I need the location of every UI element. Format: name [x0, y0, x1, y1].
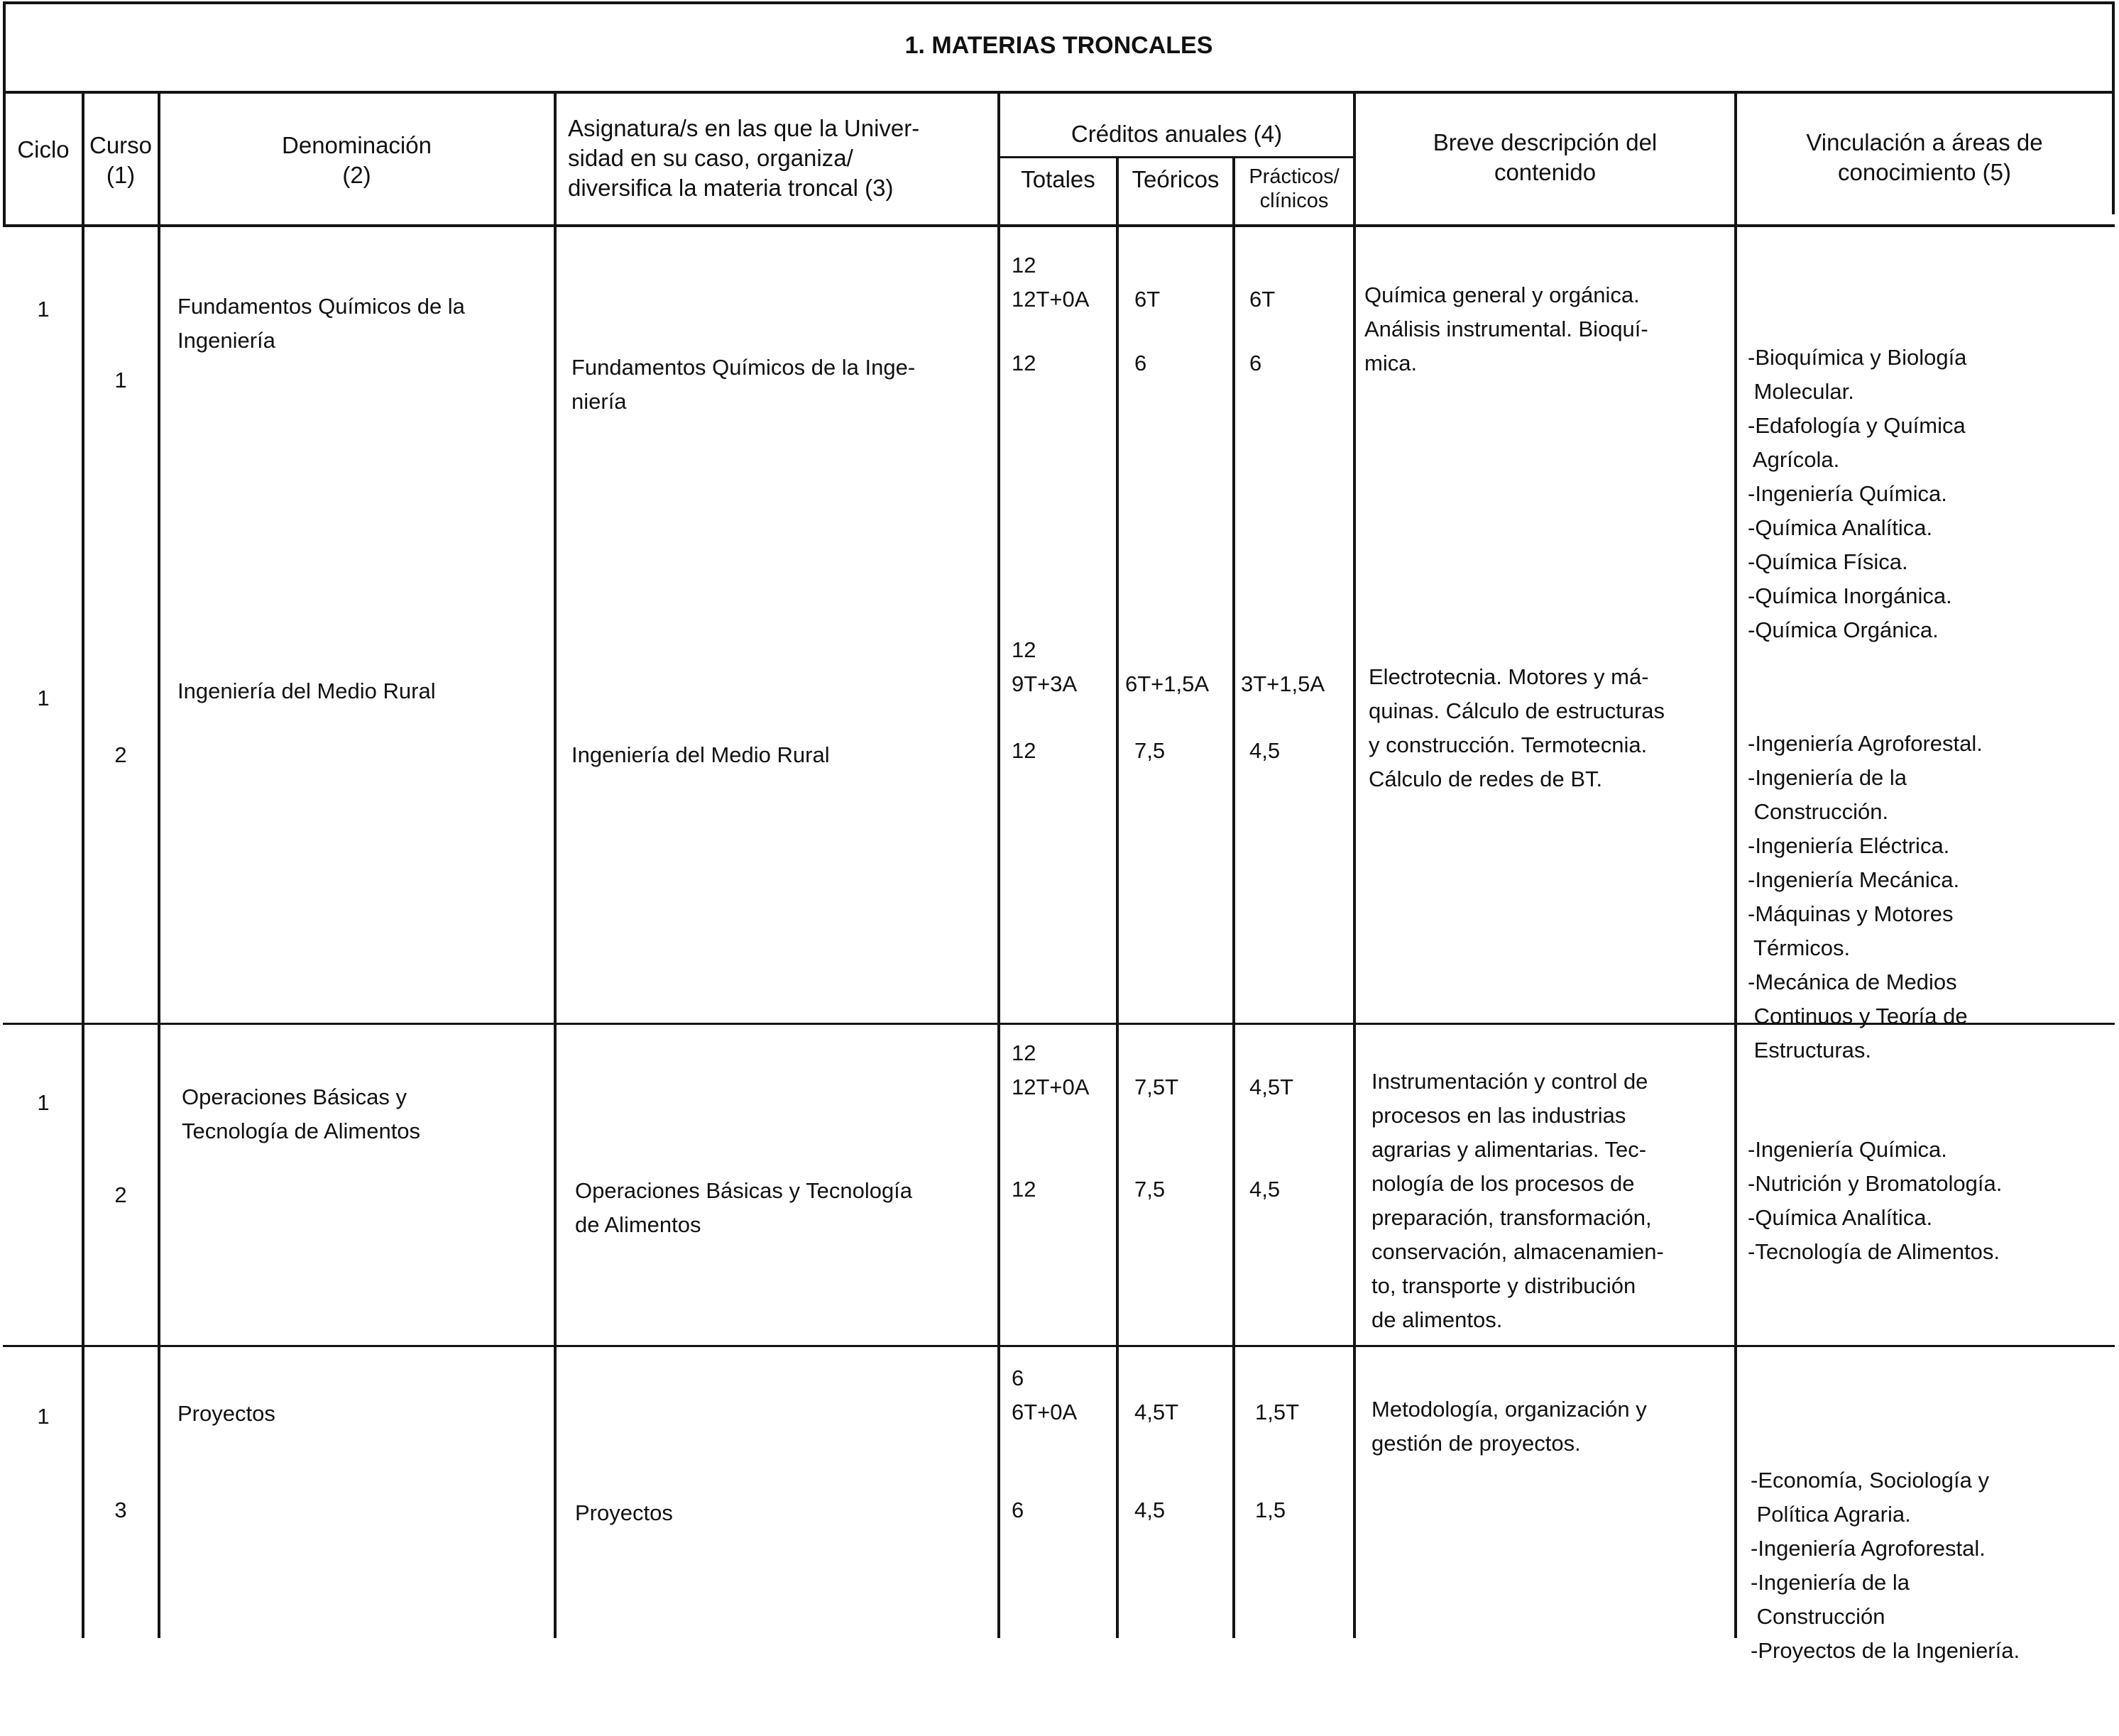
row1-asignatura: Fundamentos Químicos de la Inge- niería — [571, 355, 916, 414]
row2-practicos-asignatura: 4,5 — [1249, 738, 1281, 763]
row3-ciclo: 1 — [37, 1090, 50, 1115]
row2-curso: 2 — [114, 742, 127, 767]
row3-teoricos-asignatura: 7,5 — [1134, 1177, 1166, 1202]
header-denominacion: Denominación (2) — [282, 132, 432, 188]
row1-curso: 1 — [114, 368, 127, 392]
row2-asignatura: Ingeniería del Medio Rural — [571, 742, 830, 767]
header-vinculacion: Vinculación a áreas de conocimiento (5) — [1806, 129, 2043, 185]
row2-denominacion: Ingeniería del Medio Rural — [177, 679, 436, 703]
table-title: 1. MATERIAS TRONCALES — [904, 32, 1213, 59]
header-curso: Curso (1) — [89, 132, 153, 188]
row3-teoricos-materia: 7,5T — [1134, 1075, 1179, 1099]
header-asignaturas: Asignatura/s en las que la Univer- sidad en su caso, organiza/ diversifica la materia troncal (3) — [568, 115, 920, 201]
row4-vinculacion: -Economía, Sociología y Política Agraria. -Ingeniería Agroforestal. -Ingeniería de la Construcción -Proyectos de la Ingeniería. — [1751, 1468, 2020, 1663]
row3-asignatura: Operaciones Básicas y Tecnología de Alimentos — [575, 1178, 913, 1237]
rule-descripcion-vinculacion — [1734, 92, 1737, 1638]
rule-ciclo-curso — [82, 92, 84, 1638]
row3-totales-asignatura: 12 — [1012, 1177, 1036, 1202]
row3-vinculacion: -Ingeniería Química. -Nutrición y Bromatología. -Química Analítica. -Tecnología de Alimentos. — [1748, 1137, 2003, 1264]
rule-asignatura-totales — [997, 92, 1000, 1638]
row2-vinculacion: -Ingeniería Agroforestal. -Ingeniería de la Construcción. -Ingeniería Eléctrica. -Ingeniería Mecánica. -Máquinas y Motores Térmicos. -Mecánica de Medios Continuos y Teoría de Estructuras. — [1748, 731, 1983, 1062]
header-teoricos: Teóricos — [1132, 166, 1220, 192]
header-totales: Totales — [1021, 166, 1095, 192]
row2-teoricos-asignatura: 7,5 — [1134, 738, 1166, 763]
row3-curso: 2 — [114, 1182, 127, 1207]
row2-teoricos-materia: 6T+1,5A — [1125, 671, 1210, 696]
row1-practicos-asignatura: 6 — [1249, 351, 1262, 375]
rule-row-3 — [3, 1345, 2115, 1347]
row2-ciclo: 1 — [37, 686, 50, 710]
row2-totales-asignatura: 12 — [1012, 738, 1036, 763]
row1-teoricos-materia: 6T — [1134, 287, 1161, 312]
header-creditos-anuales: Créditos anuales (4) — [1071, 121, 1283, 147]
row1-teoricos-asignatura: 6 — [1134, 351, 1147, 375]
row1-totales-materia: 12 12T+0A — [1012, 253, 1090, 312]
row1-practicos-materia: 6T — [1249, 287, 1276, 312]
row3-practicos-materia: 4,5T — [1249, 1075, 1294, 1099]
row4-totales-asignatura: 6 — [1012, 1498, 1024, 1522]
row2-totales-materia: 12 9T+3A — [1012, 637, 1078, 696]
row1-ciclo: 1 — [37, 297, 50, 322]
row4-teoricos-asignatura: 4,5 — [1134, 1498, 1166, 1522]
row4-totales-materia: 6 6T+0A — [1012, 1366, 1078, 1424]
row4-descripcion: Metodología, organización y gestión de proyectos. — [1371, 1397, 1647, 1456]
rule-denominacion-asignatura — [554, 92, 557, 1638]
header-descripcion: Breve descripción del contenido — [1433, 129, 1658, 185]
rule-curso-denominacion — [158, 92, 160, 1638]
rule-totales-teoricos — [1116, 158, 1119, 1638]
row4-asignatura: Proyectos — [575, 1500, 673, 1525]
row1-vinculacion: -Bioquímica y Biología Molecular. -Edafología y Química Agrícola. -Ingeniería Química. -Química Analítica. -Química Física. -Química Inorgánica. -Química Orgánica. — [1748, 345, 1967, 642]
rule-under-header — [3, 224, 2115, 227]
header-ciclo: Ciclo — [17, 136, 70, 163]
row3-denominacion: Operaciones Básicas y Tecnología de Alimentos — [182, 1084, 421, 1143]
rule-creditos-descripcion — [1353, 92, 1356, 1638]
row2-descripcion: Electrotecnia. Motores y má- quinas. Cálculo de estructuras y construcción. Termotecnia. Cálculo de redes de BT. — [1369, 664, 1665, 791]
row4-ciclo: 1 — [37, 1404, 50, 1429]
row1-totales-asignatura: 12 — [1012, 351, 1036, 375]
row3-practicos-asignatura: 4,5 — [1249, 1177, 1281, 1202]
row3-totales-materia: 12 12T+0A — [1012, 1040, 1090, 1099]
row4-practicos-materia: 1,5T — [1255, 1400, 1300, 1424]
rule-teoricos-practicos — [1232, 158, 1235, 1638]
header-practicos: Prácticos/ clínicos — [1249, 165, 1340, 212]
rule-creditos-sub — [997, 156, 1355, 158]
row4-practicos-asignatura: 1,5 — [1255, 1498, 1286, 1522]
rule-top — [3, 1, 2115, 4]
row1-denominacion: Fundamentos Químicos de la Ingeniería — [177, 294, 465, 353]
row3-descripcion: Instrumentación y control de procesos en las industrias agrarias y alimentarias. Tec- nología de los procesos de preparación, transformación, conservación, almacenamien- to, transporte y distribución de alimentos. — [1371, 1069, 1664, 1332]
row2-practicos-materia: 3T+1,5A — [1241, 671, 1325, 696]
row1-descripcion: Química general y orgánica. Análisis instrumental. Bioquí- mica. — [1364, 282, 1648, 375]
row4-teoricos-materia: 4,5T — [1134, 1400, 1179, 1424]
rule-under-title — [3, 91, 2115, 94]
row4-denominacion: Proyectos — [177, 1401, 275, 1426]
row4-curso: 3 — [114, 1498, 127, 1522]
